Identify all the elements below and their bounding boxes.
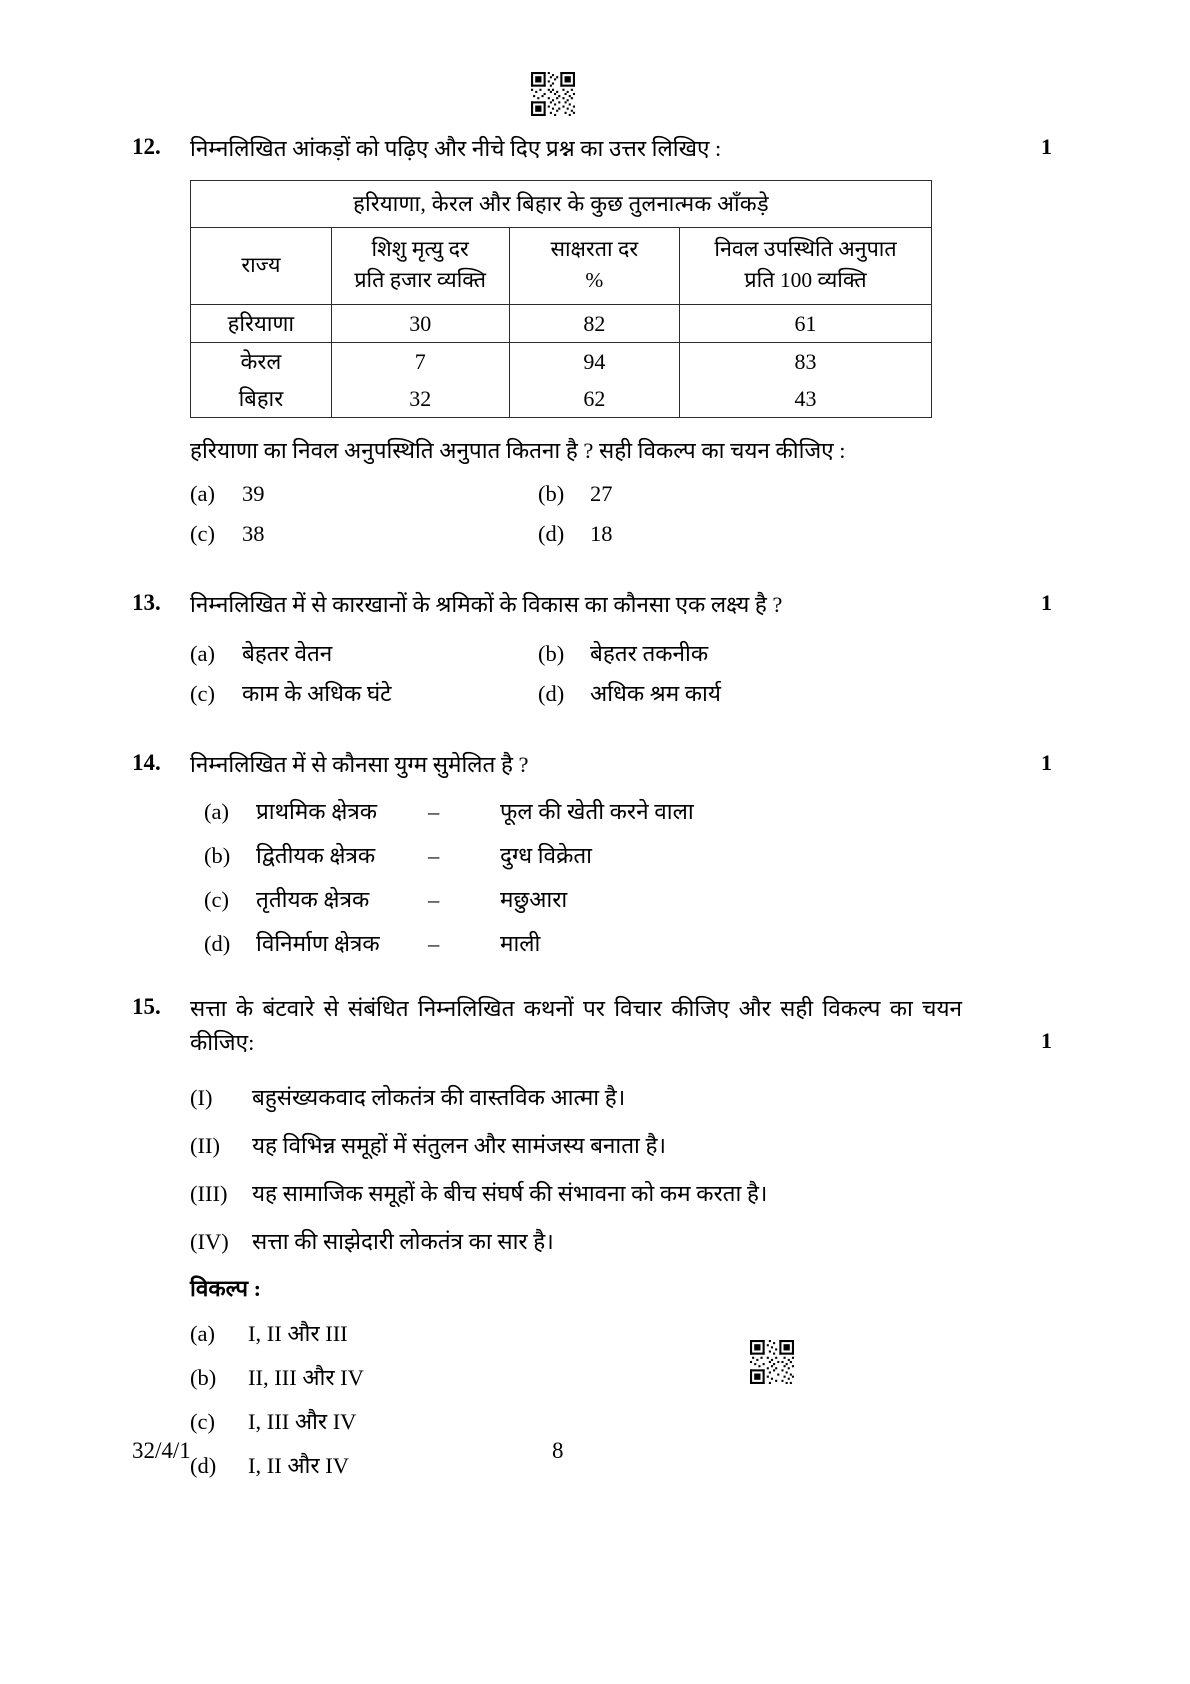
cell-literacy-haryana: 82 xyxy=(509,305,679,343)
statement-2-label: (II) xyxy=(190,1133,220,1158)
comparative-data-table-wrapper xyxy=(190,180,932,418)
statement-2 xyxy=(190,1122,1052,1170)
option-d-label: (d) xyxy=(538,521,565,546)
column-header-imr-line1: शिशु मृत्यु दर xyxy=(371,237,469,261)
option-d[interactable] xyxy=(538,514,613,554)
option-d-left: विनिर्माण क्षेत्रक xyxy=(256,931,380,956)
option-c[interactable] xyxy=(204,878,1052,922)
question-12-number: 12. xyxy=(132,134,161,159)
column-header-state-line1: राज्य xyxy=(241,252,281,277)
column-header-imr-line2: प्रति हजार व्यक्ति xyxy=(354,268,487,292)
table-title: हरियाणा, केरल और बिहार के कुछ तुलनात्मक आँकड़े xyxy=(191,181,932,228)
column-header-ner-line2: प्रति 100 व्यक्ति xyxy=(744,268,867,292)
statement-1-text: बहुसंख्यकवाद लोकतंत्र की वास्तविक आत्मा है। xyxy=(252,1085,626,1110)
column-header-net-attendance xyxy=(680,228,932,305)
cell-ner-kerala: 83 xyxy=(680,343,932,381)
option-b-left: द्वितीयक क्षेत्रक xyxy=(256,843,376,868)
question-15-statements xyxy=(190,1074,1052,1488)
statement-4 xyxy=(190,1218,1052,1266)
option-c[interactable] xyxy=(190,1400,1052,1444)
option-a-right: फूल की खेती करने वाला xyxy=(500,799,694,824)
option-c[interactable] xyxy=(190,514,538,554)
question-15 xyxy=(132,992,1052,1488)
option-a-label: (a) xyxy=(190,1321,215,1346)
question-13-number: 13. xyxy=(132,590,161,615)
cell-ner-bihar: 43 xyxy=(680,380,932,418)
option-d-right: माली xyxy=(500,931,541,956)
question-14-stem: निम्नलिखित में से कौनसा युग्म सुमेलित है ? xyxy=(190,752,529,777)
option-d-text: 18 xyxy=(590,521,613,546)
option-a-label: (a) xyxy=(190,641,215,666)
option-c-label: (c) xyxy=(190,1409,215,1434)
option-row-ab xyxy=(190,474,1052,514)
question-15-stem: सत्ता के बंटवारे से संबंधित निम्नलिखित कथनों पर विचार कीजिए और सही विकल्प का चयन कीजिए: xyxy=(190,996,962,1055)
question-13-options xyxy=(190,634,1052,714)
page-number: 8 xyxy=(552,1438,564,1463)
option-a-text: 39 xyxy=(242,481,265,506)
question-15-marks: 1 xyxy=(1041,1028,1052,1053)
question-12-sub-question: हरियाणा का निवल अनुपस्थिति अनुपात कितना है ? सही विकल्प का चयन कीजिए : xyxy=(190,438,846,463)
option-b-label: (b) xyxy=(204,843,231,868)
option-b-text: II, III और IV xyxy=(248,1365,364,1390)
option-d-label: (d) xyxy=(204,931,231,956)
question-14-number: 14. xyxy=(132,750,161,775)
option-c-text: 38 xyxy=(242,521,265,546)
option-b[interactable] xyxy=(538,634,708,674)
option-a-left: प्राथमिक क्षेत्रक xyxy=(256,799,378,824)
statement-1-label: (I) xyxy=(190,1085,213,1110)
option-b-dash: – xyxy=(428,843,440,868)
option-b[interactable] xyxy=(538,474,613,514)
cell-imr-haryana: 30 xyxy=(331,305,509,343)
question-15-number: 15. xyxy=(132,994,161,1019)
option-c[interactable] xyxy=(190,674,538,714)
questions-container xyxy=(132,132,1052,1488)
option-row-ab xyxy=(190,634,1052,674)
statement-4-text: सत्ता की साझेदारी लोकतंत्र का सार है। xyxy=(252,1229,554,1254)
qr-code-icon xyxy=(750,1340,794,1384)
option-b[interactable] xyxy=(204,834,1052,878)
cell-imr-bihar: 32 xyxy=(331,380,509,418)
cell-imr-kerala: 7 xyxy=(331,343,509,381)
option-a-dash: – xyxy=(428,799,440,824)
cell-literacy-kerala: 94 xyxy=(509,343,679,381)
option-d[interactable] xyxy=(204,922,1052,966)
cell-literacy-bihar: 62 xyxy=(509,380,679,418)
column-header-literacy-line1: साक्षरता दर xyxy=(550,237,639,261)
option-a-label: (a) xyxy=(204,799,229,824)
comparative-data-table xyxy=(190,180,932,418)
option-b-label: (b) xyxy=(538,481,565,506)
option-a[interactable] xyxy=(190,474,538,514)
question-12-options xyxy=(190,474,1052,554)
option-d-text: I, II और IV xyxy=(248,1453,349,1478)
table-title-row xyxy=(191,181,932,228)
option-b[interactable] xyxy=(190,1356,1052,1400)
cell-state-haryana: हरियाणा xyxy=(191,305,332,343)
option-c-right: मछुआरा xyxy=(500,887,568,912)
option-d-label: (d) xyxy=(538,681,565,706)
column-header-state xyxy=(191,228,332,305)
question-12-marks: 1 xyxy=(1041,134,1052,159)
question-14-marks: 1 xyxy=(1041,750,1052,775)
cell-state-kerala: केरल xyxy=(191,343,332,381)
question-13-stem: निम्नलिखित में से कारखानों के श्रमिकों के विकास का कौनसा एक लक्ष्य है ? xyxy=(190,592,783,617)
option-c-left: तृतीयक क्षेत्रक xyxy=(256,887,370,912)
option-a-text: बेहतर वेतन xyxy=(242,641,333,666)
column-header-literacy xyxy=(509,228,679,305)
statement-4-label: (IV) xyxy=(190,1229,229,1254)
option-d-label: (d) xyxy=(190,1453,217,1478)
paper-code: 32/4/1 xyxy=(132,1438,191,1463)
options-heading: विकल्प : xyxy=(190,1276,262,1301)
option-c-label: (c) xyxy=(190,521,215,546)
table-row xyxy=(191,305,932,343)
question-12 xyxy=(132,132,1052,554)
cell-state-bihar: बिहार xyxy=(191,380,332,418)
option-b-text: 27 xyxy=(590,481,613,506)
option-a[interactable] xyxy=(204,790,1052,834)
option-c-text: I, III और IV xyxy=(248,1409,357,1434)
cell-ner-haryana: 61 xyxy=(680,305,932,343)
table-header-row xyxy=(191,228,932,305)
column-header-ner-line1: निवल उपस्थिति अनुपात xyxy=(714,237,897,261)
option-b-label: (b) xyxy=(538,641,565,666)
question-13 xyxy=(132,588,1052,714)
option-a-label: (a) xyxy=(190,481,215,506)
option-d-dash: – xyxy=(428,931,440,956)
option-c-label: (c) xyxy=(204,887,229,912)
statement-2-text: यह विभिन्न समूहों में संतुलन और सामंजस्य बनाता है। xyxy=(252,1133,666,1158)
statement-3-text: यह सामाजिक समूहों के बीच संघर्ष की संभावना को कम करता है। xyxy=(252,1181,768,1206)
column-header-literacy-line2: % xyxy=(585,268,604,292)
option-d[interactable] xyxy=(538,674,721,714)
option-row-cd xyxy=(190,674,1052,714)
option-a[interactable] xyxy=(190,634,538,674)
option-a-text: I, II और III xyxy=(248,1321,348,1346)
column-header-infant-mortality xyxy=(331,228,509,305)
option-b-label: (b) xyxy=(190,1365,217,1390)
option-c-label: (c) xyxy=(190,681,215,706)
option-c-text: काम के अधिक घंटे xyxy=(242,681,392,706)
question-14 xyxy=(132,748,1052,966)
option-b-right: दुग्ध विक्रेता xyxy=(500,843,593,868)
option-a[interactable] xyxy=(190,1312,1052,1356)
table-row xyxy=(191,343,932,381)
option-b-text: बेहतर तकनीक xyxy=(590,641,709,666)
option-d-text: अधिक श्रम कार्य xyxy=(590,681,721,706)
option-c-dash: – xyxy=(428,887,440,912)
statement-3-label: (III) xyxy=(190,1181,228,1206)
qr-code-icon xyxy=(531,72,575,116)
table-row xyxy=(191,380,932,418)
statement-3 xyxy=(190,1170,1052,1218)
option-d[interactable] xyxy=(190,1444,1052,1488)
statement-1 xyxy=(190,1074,1052,1122)
question-13-marks: 1 xyxy=(1041,590,1052,615)
question-14-options xyxy=(204,790,1052,966)
question-12-stem: निम्नलिखित आंकड़ों को पढ़िए और नीचे दिए प्रश्न का उत्तर लिखिए : xyxy=(190,136,722,161)
option-row-cd xyxy=(190,514,1052,554)
